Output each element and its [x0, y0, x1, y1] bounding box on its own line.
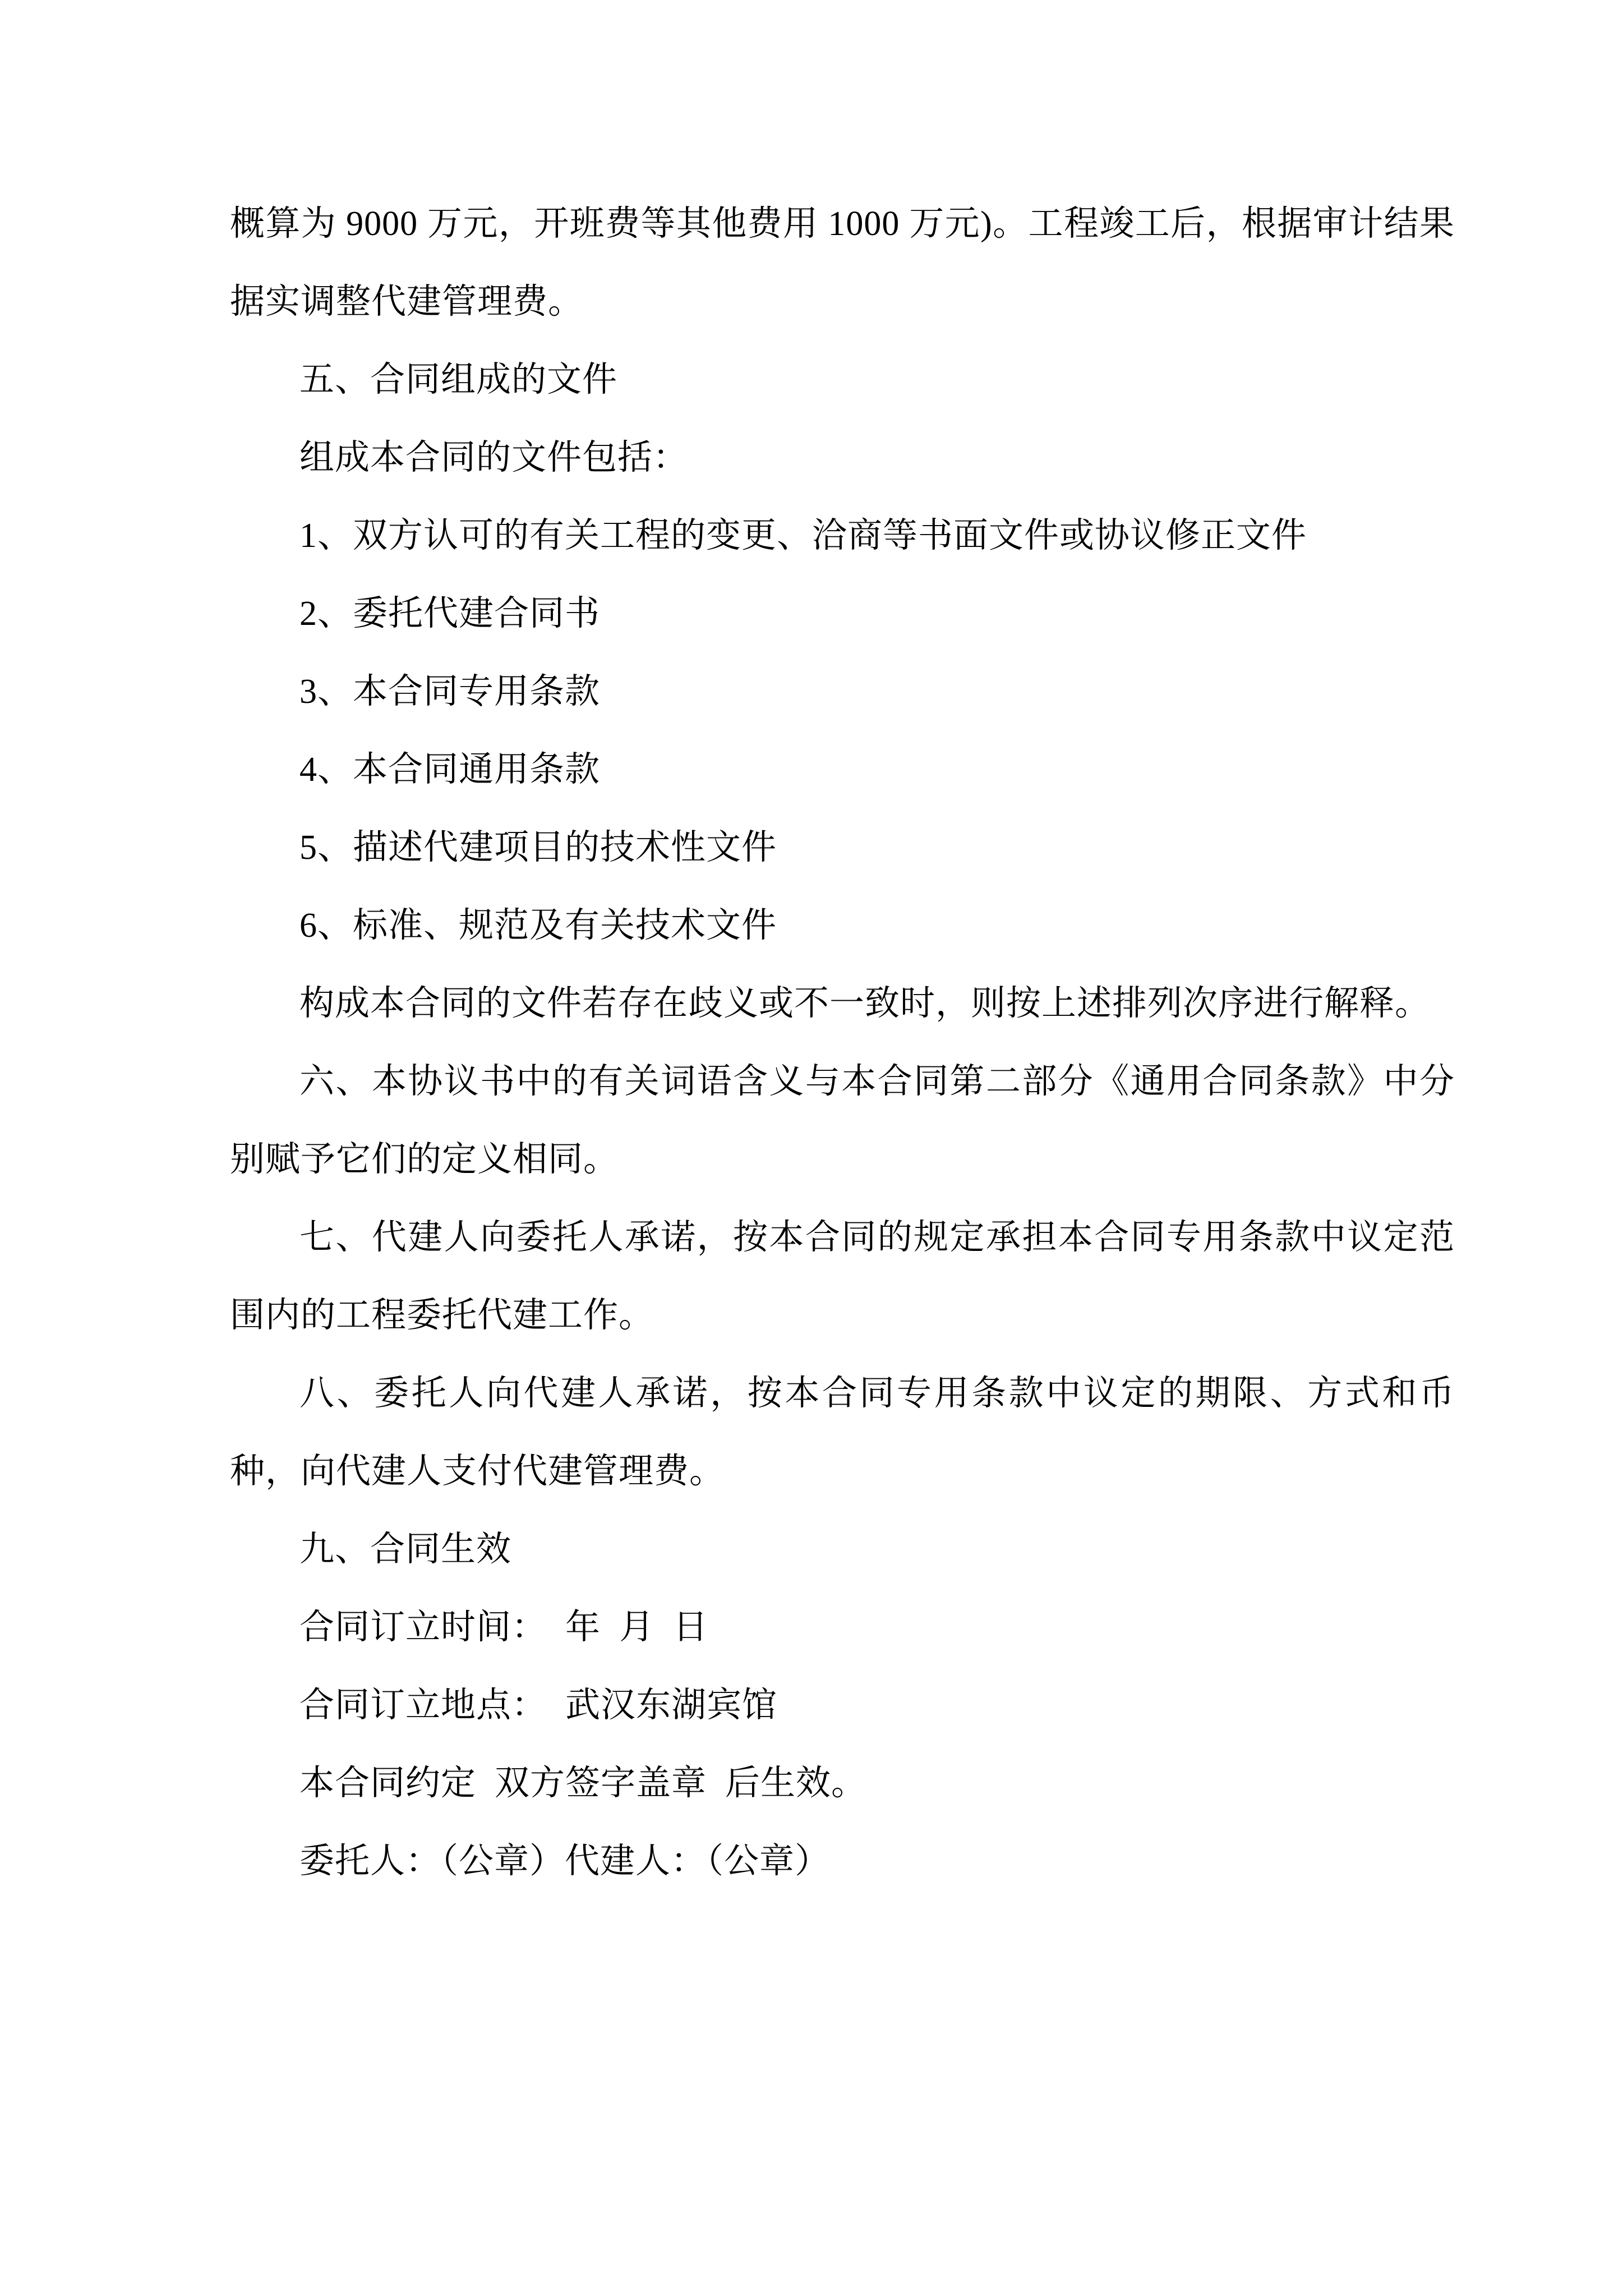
paragraph-section-six: 六、本协议书中的有关词语含义与本合同第二部分《通用合同条款》中分别赋予它们的定义相同。: [230, 1062, 1455, 1179]
paragraph-project-budget-continued: 概算为 9000 万元，开班费等其他费用 1000 万元)。工程竣工后，根据审计结果据实调整代建管理费。: [230, 205, 1455, 321]
paragraph-section-seven: 七、代建人向委托人承诺，按本合同的规定承担本合同专用条款中议定范围内的工程委托代建工作。: [230, 1218, 1455, 1335]
paragraph-signature-seals: 委托人：（公章）代建人：（公章）: [299, 1842, 831, 1880]
paragraph-contract-date: 合同订立时间： 年 月 日: [299, 1608, 709, 1646]
document-body: [230, 185, 1455, 1901]
list-item-3: 3、本合同专用条款: [299, 673, 601, 711]
paragraph-contract-place: 合同订立地点： 武汉东湖宾馆: [299, 1686, 778, 1724]
list-item-2: 2、委托代建合同书: [299, 595, 601, 633]
paragraph-contract-effective: 本合同约定 双方签字盖章 后生效。: [299, 1764, 867, 1802]
list-item-6: 6、标准、规范及有关技术文件: [299, 907, 777, 945]
list-item-1: 1、双方认可的有关工程的变更、洽商等书面文件或协议修正文件: [299, 517, 1307, 555]
list-item-5: 5、描述代建项目的技术性文件: [299, 829, 777, 867]
heading-section-five: 五、合同组成的文件: [299, 361, 618, 399]
list-item-4: 4、本合同通用条款: [299, 751, 601, 789]
paragraph-contract-documents-intro: 组成本合同的文件包括：: [299, 439, 689, 477]
paragraph-section-eight: 八、委托人向代建人承诺，按本合同专用条款中议定的期限、方式和币种，向代建人支付代建管理费。: [230, 1374, 1455, 1490]
paragraph-interpretation-order: 构成本合同的文件若存在歧义或不一致时，则按上述排列次序进行解释。: [299, 984, 1431, 1023]
heading-section-nine: 九、合同生效: [299, 1530, 512, 1568]
